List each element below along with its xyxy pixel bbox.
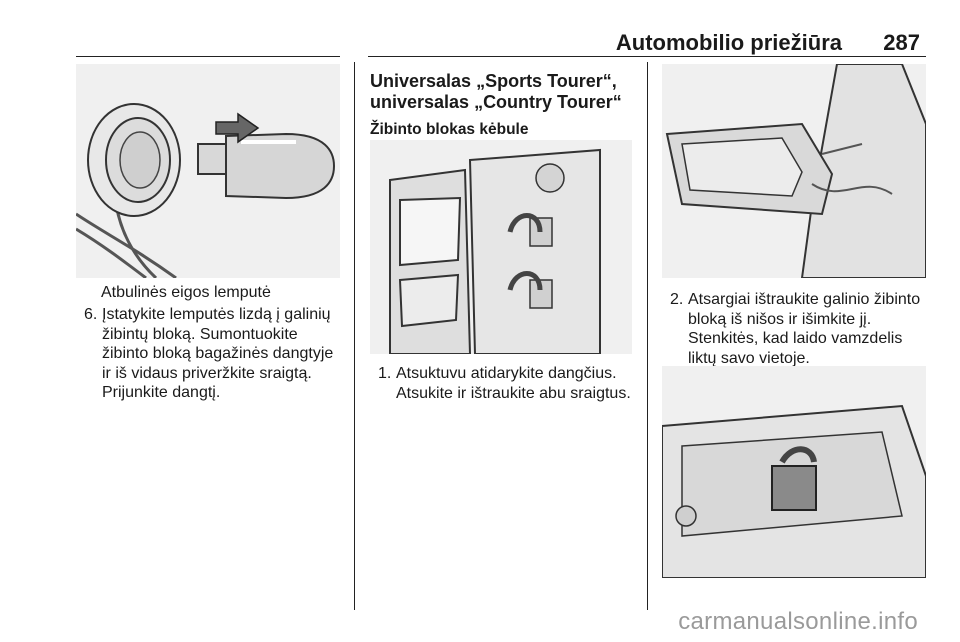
column-divider-2 — [647, 62, 648, 610]
light-cover-drawing — [370, 140, 632, 354]
header-rule-left — [76, 56, 340, 57]
bulb-drawing — [76, 64, 340, 278]
step-2 — [670, 290, 934, 370]
subsection-title: Žibinto blokas kėbule — [370, 121, 529, 138]
column-divider-1 — [354, 62, 355, 610]
step-1 — [378, 364, 640, 409]
bulb-holder-illustration — [662, 366, 926, 578]
bulb-illustration — [76, 64, 340, 278]
step-2-text: Atsargiai ištraukite galinio žibinto bloką iš nišos ir išimkite jį. Stenkitės, kad laido vamzdelis liktų savo vietoje. — [688, 291, 921, 367]
step-1-text: Atsuktuvu atidarykite dangčius. Atsukite ir ištraukite abu sraigtus. — [396, 365, 631, 402]
page-number: 287 — [883, 30, 920, 55]
step-6 — [84, 305, 346, 401]
step-6-text: Įstatykite lemputės lizdą į galinių žibintų bloką. Sumontuokite žibinto bloką bagažinės dangtyje ir iš vidaus priveržkite sraigtą. Prijunkite dangtį. — [102, 306, 334, 401]
page-title: Automobilio priežiūra — [615, 30, 842, 55]
bulb-caption: Atbulinės eigos lemputė — [101, 284, 271, 301]
step-6-number: 6. — [84, 306, 98, 323]
bulb-holder-drawing — [662, 366, 926, 578]
page-header — [0, 0, 960, 58]
light-unit-removal-illustration — [662, 64, 926, 278]
step-1-number: 1. — [378, 365, 392, 382]
step-2-number: 2. — [670, 291, 684, 308]
site-watermark: carmanualsonline.info — [678, 608, 918, 635]
section-title: Universalas „Sports Tourer“, universalas „Country Tourer“ — [370, 71, 622, 112]
header-rule-right — [368, 56, 926, 57]
light-unit-removal-drawing — [662, 64, 926, 278]
light-cover-illustration — [370, 140, 632, 354]
